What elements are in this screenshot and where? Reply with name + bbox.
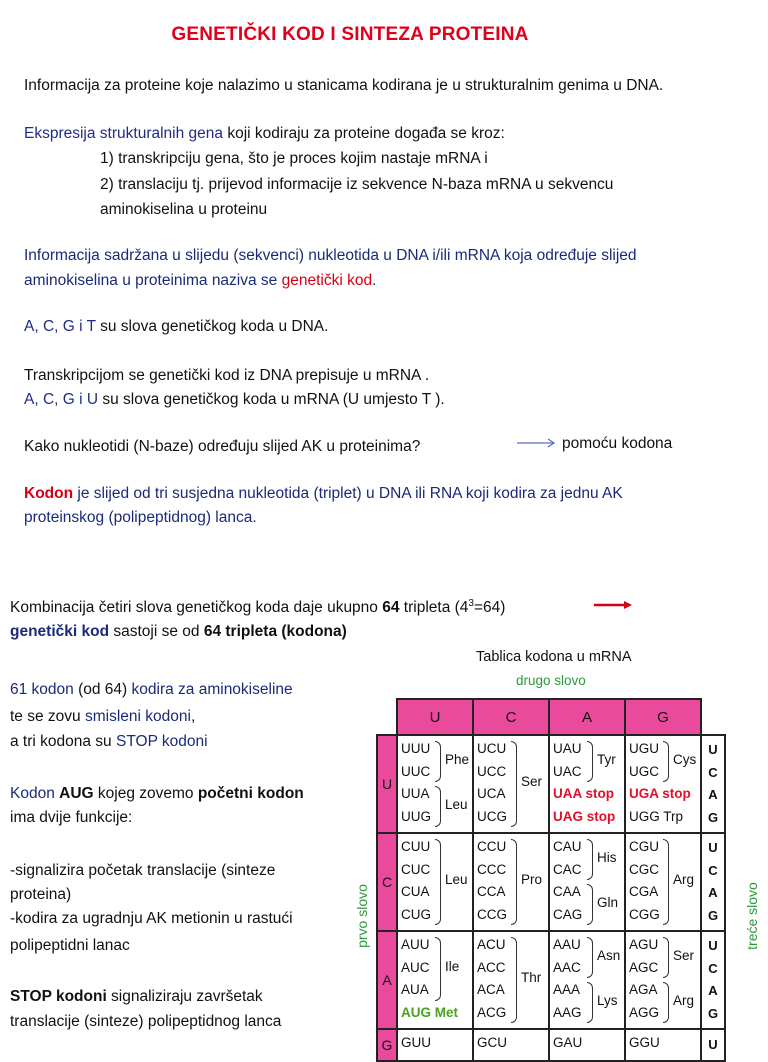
third-letter: A	[708, 787, 718, 802]
codon: UAG stop	[553, 808, 616, 824]
second-letter-header: U	[397, 699, 473, 735]
mrna-letters: A, C, G i U	[24, 391, 99, 408]
dna-letters-line	[24, 315, 328, 339]
third-letter: C	[708, 862, 718, 878]
amino-acid: Lys	[597, 992, 618, 1008]
brace-icon	[587, 839, 593, 880]
function-2b: polipeptidni lanac	[10, 937, 130, 954]
codon: CGC	[629, 861, 659, 877]
codon: UAC	[553, 763, 582, 779]
codon: AGU	[629, 937, 659, 952]
expression-term: Ekspresija strukturalnih gena	[24, 125, 224, 142]
codon: AAU	[553, 937, 581, 952]
genetic-code-term: genetički kod	[281, 272, 373, 289]
codon-def-text: je slijed od tri susjedna nukleotida (triplet) u DNA ili RNA koji kodira za jednu AK	[73, 485, 623, 502]
sense-codons-line1	[10, 678, 293, 702]
aug-called: kojeg zovemo	[93, 785, 198, 802]
brace-icon	[435, 786, 441, 827]
stop-signal-line2: translacije (sinteze) polipeptidnog lanca	[10, 1013, 282, 1030]
third-letter: G	[707, 1005, 719, 1021]
codon: CUG	[401, 906, 431, 922]
second-letter-header: C	[473, 699, 549, 735]
codon-def-line1	[24, 482, 623, 506]
codon-def-line2: proteinskog (polipeptidnog) lanca.	[24, 509, 257, 526]
codon: AUG Met	[401, 1004, 458, 1020]
codon: CUC	[401, 861, 431, 877]
codon: AGG	[629, 1004, 660, 1020]
codon: CCG	[477, 906, 507, 922]
sense-codons-line2	[10, 705, 195, 729]
amino-acid: Pro	[521, 872, 543, 887]
codon: CAG	[553, 906, 583, 922]
codon-cell	[549, 833, 625, 931]
mrna-letters-line	[24, 388, 445, 412]
aug-functions: ima dvije funkcije:	[10, 809, 133, 826]
total-codons-line	[10, 620, 347, 644]
codon: CGU	[629, 839, 659, 854]
first-letter-label: prvo slovo	[354, 884, 370, 948]
codon-cell	[549, 1029, 625, 1061]
combination-line	[10, 592, 505, 620]
codon-cell	[473, 1029, 549, 1061]
third-letter: U	[708, 840, 718, 855]
codon-cell	[397, 1029, 473, 1061]
question-line: Kako nukleotidi (N-baze) određuju slijed AK u proteinima?	[24, 438, 421, 455]
codon-cell	[397, 833, 473, 931]
codon-cell	[473, 931, 549, 1029]
function-1a: -signalizira početak translacije (sinteze	[10, 862, 276, 879]
second-letter-label: drugo slovo	[516, 673, 586, 688]
red-arrow-icon	[594, 598, 634, 612]
corner-empty	[377, 699, 397, 735]
sense-code-aa: kodira za aminokiseline	[131, 681, 293, 698]
codon: CCA	[477, 884, 506, 899]
codon: AAA	[553, 982, 581, 997]
total-codons-text: sastoji se od	[109, 623, 204, 640]
brace-icon	[587, 884, 593, 925]
stop-term: STOP kodoni	[115, 733, 208, 750]
third-letter: A	[708, 983, 718, 998]
codon: CUA	[401, 884, 430, 899]
intro-paragraph: Informacija za proteine koje nalazimo u stanicama kodirana je u strukturalnim genima u DNA.	[24, 77, 664, 94]
brace-icon	[435, 937, 441, 1001]
codon: AUC	[401, 959, 430, 975]
codon-cell	[549, 735, 625, 833]
codon-cell	[625, 833, 701, 931]
brace-icon	[587, 982, 593, 1023]
third-letter: G	[707, 907, 719, 923]
amino-acid: Phe	[445, 751, 470, 767]
third-letter-cell	[701, 1029, 725, 1061]
codon: AUA	[401, 982, 429, 997]
page-title: GENETIČKI KOD I SINTEZA PROTEINA	[171, 24, 529, 45]
table-title: Tablica kodona u mRNA	[476, 649, 632, 665]
amino-acid: Ile	[445, 958, 460, 974]
genetic-code-label: genetički kod	[10, 623, 110, 640]
first-letter-cell: C	[377, 833, 397, 931]
codon: CCU	[477, 839, 507, 854]
codon-cell	[397, 735, 473, 833]
aug-codon: AUG	[59, 785, 94, 802]
stop-codons-line	[10, 730, 208, 754]
combination-text: Kombinacija četiri slova genetičkog koda daje ukupno	[10, 599, 383, 617]
combination-text-2: tripleta (4	[399, 599, 469, 617]
third-letter-cell	[701, 931, 725, 1029]
genetic-code-def-line1: Informacija sadržana u slijedu (sekvenci) nukleotida u DNA i/ili mRNA koja određuje slijed	[24, 247, 637, 264]
third-letter: C	[708, 764, 718, 780]
amino-acid: Arg	[673, 992, 695, 1008]
codon: UAU	[553, 741, 582, 756]
sense-term: smisleni kodoni	[84, 708, 191, 725]
codon-cell	[625, 1029, 701, 1061]
codon: UCA	[477, 786, 506, 801]
codon-term: Kodon	[24, 485, 74, 502]
amino-acid: His	[597, 849, 617, 865]
brace-icon	[663, 982, 669, 1023]
sense-called: te se zovu	[10, 708, 85, 725]
codon: UUC	[401, 763, 431, 779]
aug-codon-word: Kodon	[10, 785, 60, 802]
dna-letters: A, C, G i T	[24, 318, 96, 335]
third-letter: U	[708, 742, 718, 757]
codon: ACG	[477, 1004, 507, 1020]
combination-count: 64	[382, 599, 400, 617]
third-letter: A	[708, 885, 718, 900]
amino-acid: Gln	[597, 894, 619, 910]
second-letter-header: G	[625, 699, 701, 735]
third-letter-cell	[701, 735, 725, 833]
codon: UCC	[477, 763, 507, 779]
codon: GGU	[629, 1035, 660, 1050]
sense-count: 61 kodon	[10, 681, 74, 698]
genetic-code-def-end: .	[372, 272, 377, 289]
codon-cell	[397, 931, 473, 1029]
codon: CCC	[477, 861, 507, 877]
amino-acid: Leu	[445, 872, 468, 887]
codon: AUU	[401, 937, 430, 952]
stop-codons-term: STOP kodoni	[10, 988, 107, 1005]
answer-text: pomoću kodona	[562, 435, 673, 452]
expression-item-1: 1) transkripciju gena, što je proces kojim nastaje mRNA i	[100, 150, 488, 167]
codon: CGG	[629, 906, 660, 922]
brace-icon	[587, 937, 593, 978]
codon-cell	[549, 931, 625, 1029]
codon: CAC	[553, 861, 582, 877]
second-letter-header: A	[549, 699, 625, 735]
amino-acid: Tyr	[597, 751, 616, 767]
third-letter: G	[707, 809, 719, 825]
codon-cell	[625, 931, 701, 1029]
brace-icon	[435, 741, 441, 782]
transcription-line: Transkripcijom se genetički kod iz DNA prepisuje u mRNA .	[24, 367, 430, 384]
brace-icon	[511, 937, 517, 1023]
brace-icon	[511, 741, 517, 827]
third-letter-label: treće slovo	[744, 882, 760, 950]
sense-of: (od 64)	[73, 681, 132, 698]
combination-exponent: 3	[468, 598, 474, 609]
codon: ACA	[477, 982, 505, 997]
sense-comma: ,	[190, 708, 196, 725]
amino-acid: Arg	[673, 872, 695, 887]
dna-letters-rest: su slova genetičkog koda u DNA.	[95, 318, 329, 335]
total-codons-count: 64 tripleta (kodona)	[203, 623, 347, 640]
expression-line	[24, 122, 505, 146]
expression-rest: koji kodiraju za proteine događa se kroz:	[223, 125, 505, 142]
codon: ACC	[477, 959, 506, 975]
codon: GCU	[477, 1035, 507, 1050]
amino-acid: Thr	[521, 970, 542, 985]
codon: GAU	[553, 1035, 583, 1050]
codon: UCU	[477, 741, 507, 756]
first-letter-cell: U	[377, 735, 397, 833]
genetic-code-def-line2	[24, 269, 376, 293]
codon: ACU	[477, 937, 506, 952]
first-letter-cell: G	[377, 1029, 397, 1061]
codon: CGA	[629, 884, 659, 899]
genetic-code-def-text: aminokiselina u proteinima naziva se	[24, 272, 282, 289]
codon-cell	[473, 735, 549, 833]
codon: UAA stop	[553, 786, 614, 801]
third-letter: U	[708, 938, 718, 953]
arrow-right-icon	[517, 436, 557, 450]
codon: UGG Trp	[629, 808, 684, 824]
codon-cell	[473, 833, 549, 931]
first-letter-cell: A	[377, 931, 397, 1029]
corner-empty	[701, 699, 725, 735]
codon: UGU	[629, 741, 659, 756]
function-1b: proteina)	[10, 886, 72, 903]
brace-icon	[663, 839, 669, 925]
codon-cell	[625, 735, 701, 833]
codon: AGC	[629, 959, 659, 975]
function-2a: -kodira za ugradnju AK metionin u rastući	[10, 910, 293, 927]
codon: UUA	[401, 786, 430, 801]
expression-item-2b: aminokiselina u proteinu	[100, 201, 268, 218]
start-codon-term: početni kodon	[197, 785, 304, 802]
expression-item-2a: 2) translaciju tj. prijevod informacije iz sekvence N-baza mRNA u sekvencu	[100, 176, 614, 193]
third-letter: U	[708, 1036, 718, 1052]
stop-signal-line	[10, 985, 263, 1009]
codon: CAU	[553, 839, 582, 854]
aug-line	[10, 782, 304, 806]
codon: AAG	[553, 1004, 582, 1020]
amino-acid: Ser	[673, 947, 695, 963]
codon: GUU	[401, 1035, 431, 1050]
amino-acid: Asn	[597, 947, 621, 963]
amino-acid: Cys	[673, 751, 697, 767]
codon: UGC	[629, 763, 659, 779]
codon: AAC	[553, 959, 581, 975]
combination-text-3: =64)	[473, 599, 506, 617]
stop-intro: a tri kodona su	[10, 733, 116, 750]
mrna-letters-rest: su slova genetičkog koda u mRNA (U umjesto T ).	[98, 391, 445, 408]
amino-acid: Ser	[521, 774, 543, 789]
codon: UCG	[477, 808, 507, 824]
codon: CUU	[401, 839, 431, 854]
codon: UGA stop	[629, 786, 691, 801]
third-letter-cell	[701, 833, 725, 931]
brace-icon	[587, 741, 593, 782]
codon: CAA	[553, 884, 581, 899]
third-letter: C	[708, 960, 718, 976]
brace-icon	[663, 741, 669, 782]
brace-icon	[511, 839, 517, 925]
amino-acid: Leu	[445, 796, 468, 812]
codon: UUG	[401, 808, 431, 824]
codon: UUU	[401, 741, 431, 756]
stop-signal-text: signaliziraju završetak	[106, 988, 263, 1005]
codon-table	[376, 698, 726, 1062]
codon: AGA	[629, 982, 658, 997]
brace-icon	[663, 937, 669, 978]
brace-icon	[435, 839, 441, 925]
